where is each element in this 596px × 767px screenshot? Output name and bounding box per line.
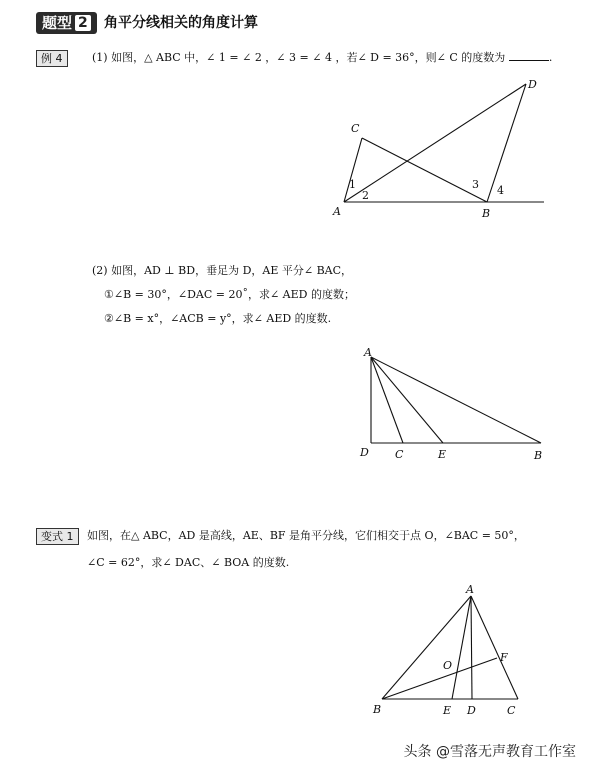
variant1-line1: 如图，在△ ABC，AD 是高线，AE、BF 是角平分线，它们相交于点 O，∠BAC = 50°， bbox=[87, 529, 525, 542]
fig3-label-F: F bbox=[500, 651, 508, 664]
fig1-label-C: C bbox=[351, 122, 360, 135]
fig2-segment-AB bbox=[371, 357, 541, 443]
fig3-segment-AD bbox=[471, 596, 472, 699]
fig2-segment-AC bbox=[371, 357, 403, 443]
part2-line3: ②∠B = x°，∠ACB = y°，求∠ AED 的度数. bbox=[104, 312, 332, 325]
fig3-label-B: B bbox=[373, 703, 382, 716]
fig1-label-D: D bbox=[528, 78, 537, 91]
part2-line1: (2) 如图，AD ⊥ BD，垂足为 D，AE 平分∠ BAC， bbox=[92, 264, 353, 277]
fig2-segment-AE bbox=[371, 357, 443, 443]
fig3-label-E: E bbox=[443, 704, 452, 717]
part2-line2: ①∠B = 30°，∠DAC = 20˚，求∠ AED 的度数； bbox=[104, 288, 355, 301]
fig1-angle-4: 4 bbox=[497, 184, 504, 197]
topic-badge-label: 题型 bbox=[42, 14, 73, 32]
fig1-segment-BD bbox=[487, 84, 526, 202]
fig1-segment-CB bbox=[362, 138, 487, 202]
variant-tag: 变式 1 bbox=[36, 528, 79, 545]
fig1-angle-2: 2 bbox=[362, 189, 369, 202]
topic-title: 角平分线相关的角度计算 bbox=[104, 15, 258, 31]
fig2-label-C: C bbox=[395, 448, 404, 461]
fig1-angle-1: 1 bbox=[349, 178, 356, 191]
part1-end: . bbox=[548, 51, 553, 64]
topic-badge-number: 2 bbox=[75, 15, 91, 31]
fig2-label-B: B bbox=[534, 449, 543, 462]
fig3-segment-AC bbox=[471, 596, 518, 699]
fig1-label-A: A bbox=[333, 205, 341, 218]
fig3-label-A: A bbox=[466, 583, 474, 596]
fig2-label-E: E bbox=[438, 448, 447, 461]
fig3-label-D: D bbox=[467, 704, 476, 717]
fig3-label-O: O bbox=[443, 659, 453, 672]
fig1-angle-3: 3 bbox=[472, 178, 479, 191]
fig3-segment-AE bbox=[452, 596, 471, 699]
example-tag: 例 4 bbox=[36, 50, 68, 67]
watermark: 头条 @雪落无声教育工作室 bbox=[402, 741, 578, 761]
fig2-label-A: A bbox=[364, 346, 372, 359]
fig3-label-C: C bbox=[507, 704, 516, 717]
fig1-label-B: B bbox=[482, 207, 491, 220]
fig2-label-D: D bbox=[360, 446, 369, 459]
variant1-line2: ∠C = 62°，求∠ DAC、∠ BOA 的度数. bbox=[87, 556, 290, 569]
part1-question: (1) 如图，△ ABC 中，∠ 1 = ∠ 2 ，∠ 3 = ∠ 4 ，若∠ D = 36°，则∠ C 的度数为 bbox=[92, 51, 506, 64]
